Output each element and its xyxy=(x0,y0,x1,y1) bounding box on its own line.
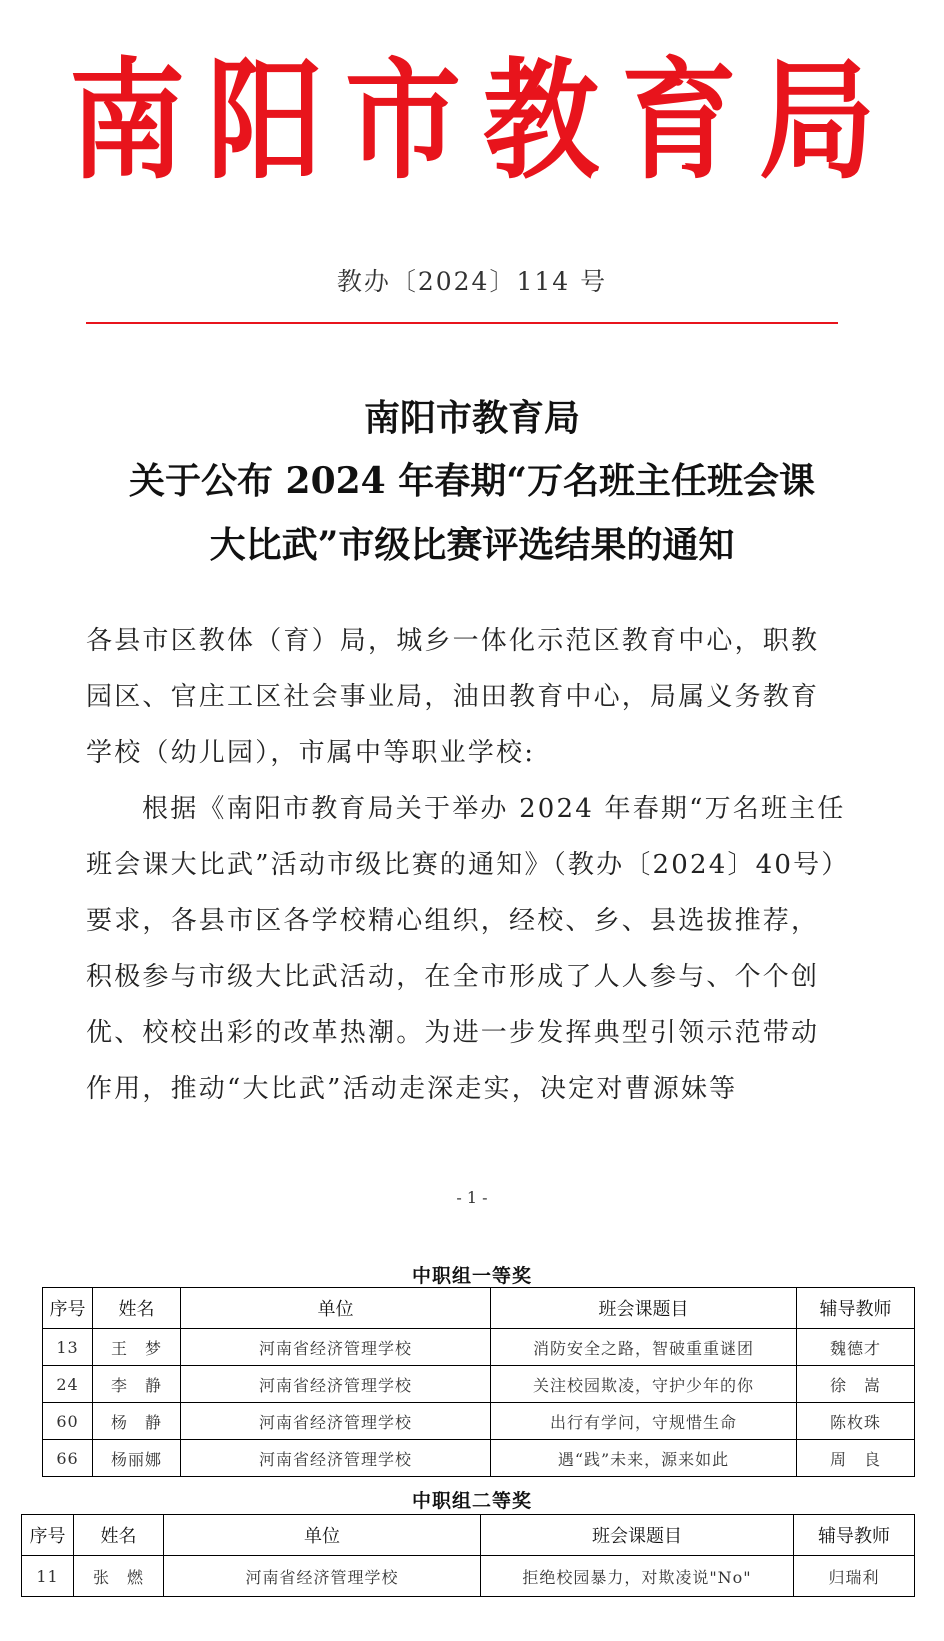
title-line-2: 关于公布 2024 年春期“万名班主任班会课 xyxy=(129,460,815,502)
masthead-char: 局 xyxy=(759,45,875,197)
body-paragraph: 根据《南阳市教育局关于举办 2024 年春期“万名班主任班会课大比武”活动市级比赛的通知》（教办〔2024〕40号）要求，各县市区各学校精心组织，经校、乡、县选拔推荐，积极参与市级大比武活动，在全市形成了人人参与、个个创优、校校出彩的改革热潮。为进一步发挥典型引领示范带动作用，推动“大比武”活动走深走实，决定对曹源妹等 xyxy=(86,794,846,1104)
table-caption-second-prize: 中职组二等奖 xyxy=(411,1490,532,1512)
cell-name: 杨 静 xyxy=(93,1403,181,1440)
table-row xyxy=(43,1403,915,1440)
cell-unit: 河南省经济管理学校 xyxy=(181,1366,491,1403)
cell-unit: 河南省经济管理学校 xyxy=(164,1556,481,1597)
cell-topic: 拒绝校园暴力，对欺凌说"No" xyxy=(481,1556,794,1597)
masthead-char: 育 xyxy=(621,45,737,197)
addressee-paragraph: 各县市区教体（育）局，城乡一体化示范区教育中心，职教园区、官庄工区社会事业局，油田教育中心，局属义务教育学校（幼儿园），市属中等职业学校: xyxy=(86,626,820,768)
cell-unit: 河南省经济管理学校 xyxy=(181,1440,491,1477)
header-unit: 单位 xyxy=(164,1515,481,1556)
cell-topic: 消防安全之路，智破重重谜团 xyxy=(491,1329,797,1366)
red-divider xyxy=(86,322,838,324)
table-header-row xyxy=(22,1515,915,1556)
table-row xyxy=(43,1440,915,1477)
table-row xyxy=(43,1366,915,1403)
cell-unit: 河南省经济管理学校 xyxy=(181,1403,491,1440)
masthead-char: 教 xyxy=(483,45,599,197)
cell-teacher: 归瑞利 xyxy=(794,1556,915,1597)
cell-topic: 遇“践”未来，源来如此 xyxy=(491,1440,797,1477)
masthead-title xyxy=(0,40,944,197)
page-number: - 1 - xyxy=(456,1188,488,1207)
cell-name: 张 燃 xyxy=(74,1556,164,1597)
cell-teacher: 陈枚珠 xyxy=(797,1403,915,1440)
cell-index: 13 xyxy=(43,1329,93,1366)
header-unit: 单位 xyxy=(181,1288,491,1329)
cell-topic: 关注校园欺凌，守护少年的你 xyxy=(491,1366,797,1403)
header-index: 序号 xyxy=(43,1288,93,1329)
cell-unit: 河南省经济管理学校 xyxy=(181,1329,491,1366)
cell-name: 杨丽娜 xyxy=(93,1440,181,1477)
cell-index: 60 xyxy=(43,1403,93,1440)
header-index: 序号 xyxy=(22,1515,74,1556)
masthead-char: 阳 xyxy=(207,45,323,197)
cell-name: 王 梦 xyxy=(93,1329,181,1366)
second-prize-table xyxy=(21,1514,915,1597)
cell-topic: 出行有学问，守规惜生命 xyxy=(491,1403,797,1440)
table-header-row xyxy=(43,1288,915,1329)
title-line-1: 南阳市教育局 xyxy=(363,397,580,439)
cell-teacher: 徐 嵩 xyxy=(797,1366,915,1403)
first-prize-table xyxy=(42,1287,915,1477)
table-row xyxy=(43,1329,915,1366)
header-name: 姓名 xyxy=(93,1288,181,1329)
cell-index: 24 xyxy=(43,1366,93,1403)
masthead-char: 市 xyxy=(345,45,461,197)
table-caption-first-prize: 中职组一等奖 xyxy=(411,1265,532,1287)
header-topic: 班会课题目 xyxy=(481,1515,794,1556)
header-name: 姓名 xyxy=(74,1515,164,1556)
cell-teacher: 魏德才 xyxy=(797,1329,915,1366)
header-teacher: 辅导教师 xyxy=(797,1288,915,1329)
title-line-3: 大比武”市级比赛评选结果的通知 xyxy=(209,524,735,566)
cell-index: 66 xyxy=(43,1440,93,1477)
cell-teacher: 周 良 xyxy=(797,1440,915,1477)
header-topic: 班会课题目 xyxy=(491,1288,797,1329)
header-teacher: 辅导教师 xyxy=(794,1515,915,1556)
cell-index: 11 xyxy=(22,1556,74,1597)
cell-name: 李 静 xyxy=(93,1366,181,1403)
masthead-char: 南 xyxy=(69,45,185,197)
table-row xyxy=(22,1556,915,1597)
document-number: 教办〔2024〕114 号 xyxy=(336,267,608,296)
